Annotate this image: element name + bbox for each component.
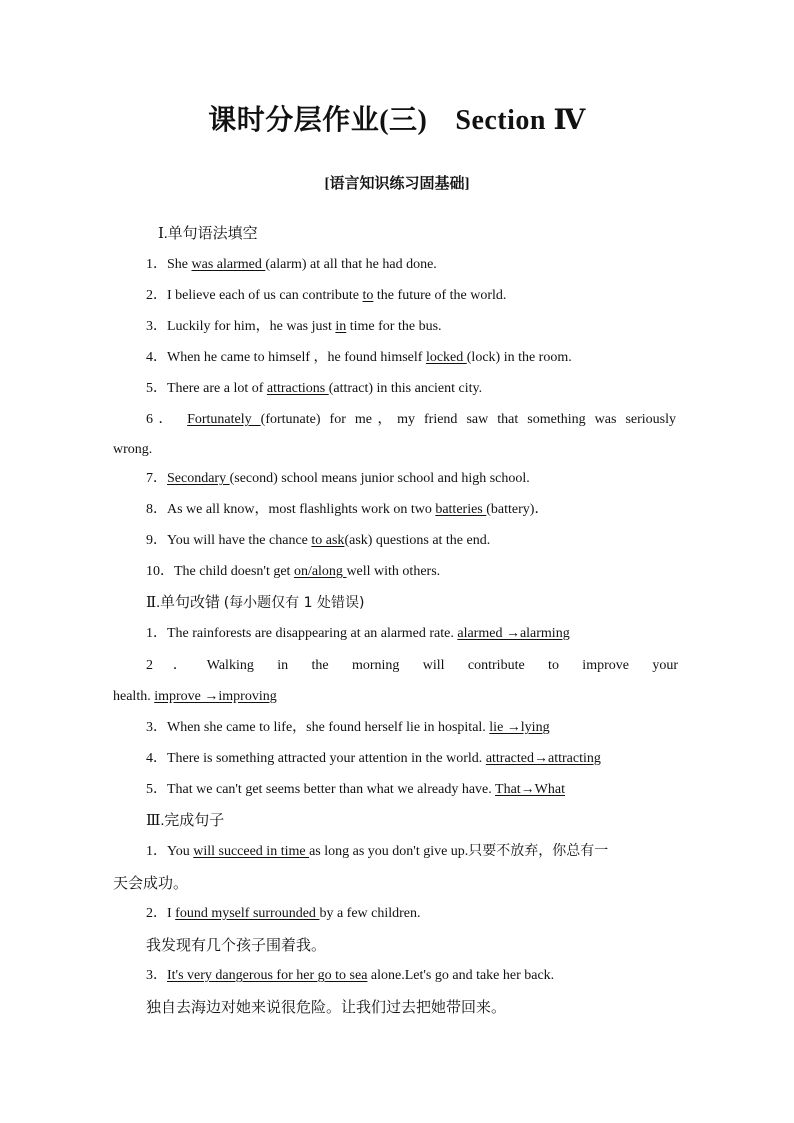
part2-item-4: 4．There is something attracted your attention in the world. attracted→attracting — [146, 751, 601, 766]
correction: improve →improving — [154, 689, 277, 704]
answer: will succeed in time — [193, 844, 310, 859]
part2-item-1: 1．The rainforests are disappearing at an alarmed rate. alarmed →alarming — [146, 626, 570, 641]
part1-item-1: 1．She was alarmed (alarm) at all that he had done. — [146, 257, 437, 272]
correction: That→What — [495, 782, 565, 797]
answer: locked — [425, 350, 467, 365]
part1-item-10: 10．The child doesn't get on/along well with others. — [146, 564, 441, 579]
answer: Fortunately — [187, 412, 261, 427]
answer: found myself surrounded — [175, 906, 320, 921]
part3-item-3-translation: 独自去海边对她来说很危险。让我们过去把她带回来。 — [146, 998, 507, 1016]
title-text: 课时分层作业(三) — [208, 105, 428, 136]
page-title — [0, 98, 794, 138]
part2-note: (每小题仅有 1 处错误) — [223, 595, 365, 611]
answer: batteries — [435, 502, 487, 517]
part1-item-2: 2．I believe each of us can contribute to the future of the world. — [146, 288, 507, 303]
part3-heading: Ⅲ.完成句子 — [146, 813, 225, 829]
answer: to — [362, 288, 374, 303]
answer: attractions — [266, 381, 329, 396]
page-subtitle: [语言知识练习固基础] — [324, 176, 470, 192]
part3-item-1: 1．You will succeed in time as long as you don't give up.只要不放弃，你总有一 — [146, 844, 609, 859]
part2-item-3: 3．When she came to life，she found herself lie in hospital. lie →lying — [146, 720, 550, 735]
part1-item-6: 6． Fortunately (fortunate) for me，my friend saw that something was seriously — [146, 412, 676, 427]
part1-item-4: 4．When he came to himself ，he found himself locked (lock) in the room. — [146, 350, 572, 365]
part2-item-2: 2．Walking in the morning will contribute to improve your — [146, 658, 679, 673]
part1-item-7: 7．Secondary (second) school means junior school and high school. — [146, 471, 530, 486]
part3-item-3: 3．It's very dangerous for her go to sea alone.Let's go and take her back. — [146, 968, 555, 983]
correction: attracted→attracting — [485, 751, 601, 766]
part1-item-8: 8．As we all know，most flashlights work on two batteries (battery)． — [146, 502, 549, 517]
answer: in — [335, 319, 347, 334]
part1-heading: Ⅰ.单句语法填空 — [158, 226, 258, 242]
answer: was alarmed — [191, 257, 266, 272]
answer: to ask — [311, 533, 345, 548]
section-label: Section Ⅳ — [455, 105, 586, 136]
correction: lie →lying — [489, 720, 550, 735]
part1-item-3: 3．Luckily for him，he was just in time for the bus. — [146, 319, 442, 334]
part1-item-6-cont: wrong. — [113, 442, 153, 457]
answer: It's very dangerous for her go to sea — [167, 968, 368, 983]
answer: Secondary — [167, 471, 230, 486]
part3-item-2-translation: 我发现有几个孩子围着我。 — [146, 936, 327, 954]
part1-item-9: 9．You will have the chance to ask(ask) questions at the end. — [146, 533, 491, 548]
correction: alarmed →alarming — [457, 626, 570, 641]
part3-item-1-cont: 天会成功。 — [113, 874, 189, 892]
part2-item-2-cont: health. improve →improving — [113, 689, 277, 704]
part2-heading: Ⅱ.单句改错 (每小题仅有 1 处错误) — [146, 595, 365, 611]
part3-item-2: 2．I found myself surrounded by a few children. — [146, 906, 421, 921]
part1-item-5: 5．There are a lot of attractions (attract) in this ancient city. — [146, 381, 483, 396]
answer: on/along — [293, 564, 347, 579]
part2-item-5: 5．That we can't get seems better than what we already have. That→What — [146, 782, 565, 797]
